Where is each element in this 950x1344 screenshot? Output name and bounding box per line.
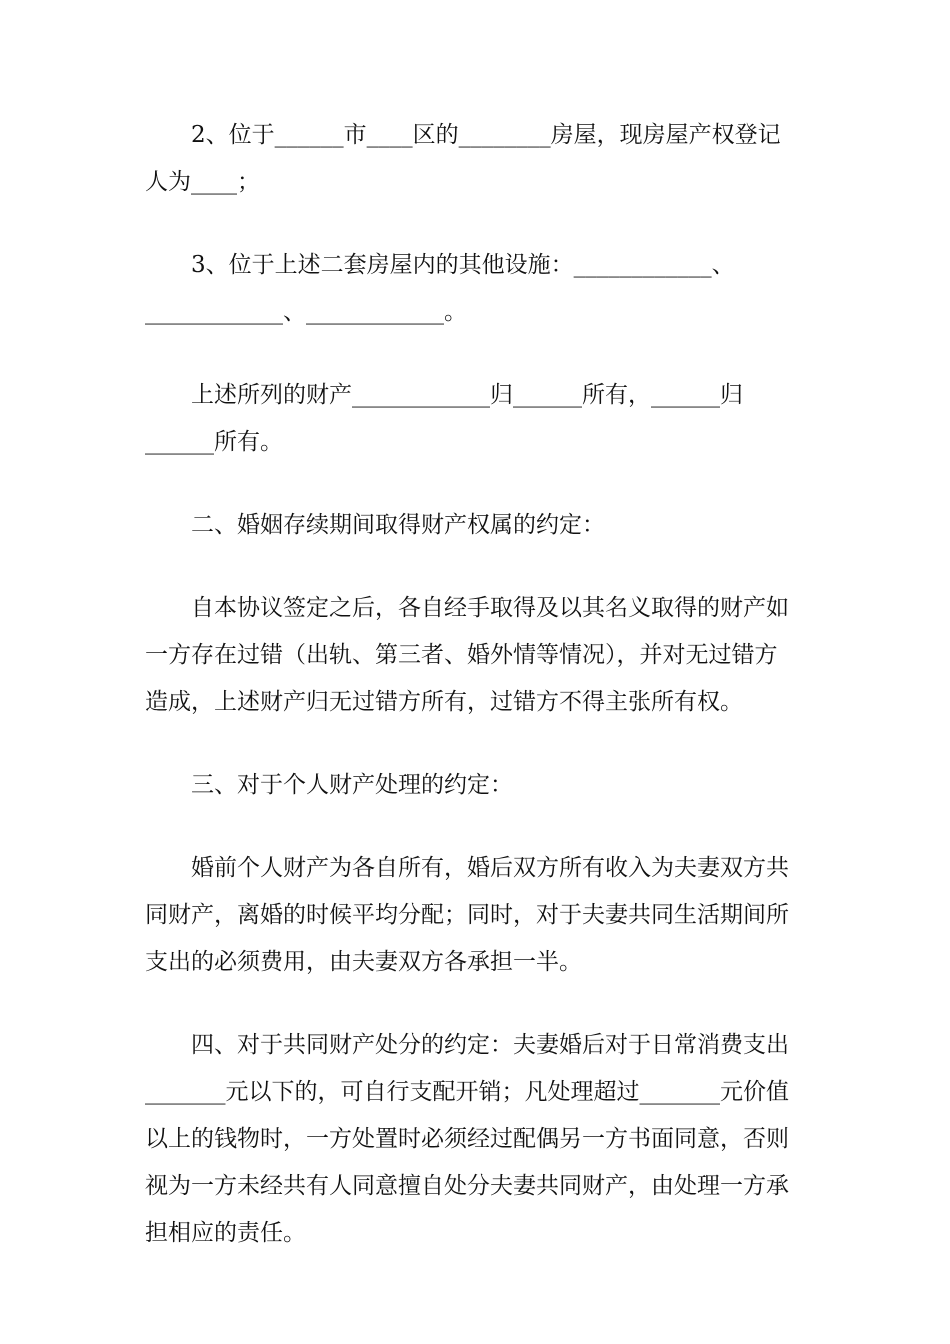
- text-line: 三、对于个人财产处理的约定：: [191, 772, 513, 798]
- section-heading-2: [145, 502, 805, 549]
- text-line: 婚前个人财产为各自所有，婚后双方所有收入为夫妻双方共: [191, 855, 789, 881]
- paragraph-ownership: [145, 372, 805, 466]
- text-line: 支出的必须费用，由夫妻双方各承担一半。: [145, 949, 582, 975]
- text-line: 视为一方未经共有人同意擅自处分夫妻共同财产，由处理一方承: [145, 1173, 789, 1199]
- paragraph-property-3: [145, 242, 805, 336]
- text-line: ______所有。: [145, 429, 283, 455]
- text-line: 造成，上述财产归无过错方所有，过错方不得主张所有权。: [145, 689, 743, 715]
- text-line: 2、位于______市____区的________房屋，现房屋产权登记: [191, 122, 781, 148]
- paragraph-marriage-property: [145, 585, 805, 726]
- text-line: 人为____；: [145, 169, 260, 195]
- text-line: 上述所列的财产____________归______所有，______归: [191, 382, 743, 408]
- paragraph-personal-property: [145, 845, 805, 986]
- text-line: _______元以下的，可自行支配开销；凡处理超过_______元价值: [145, 1079, 789, 1105]
- paragraph-joint-property: [145, 1022, 805, 1257]
- text-line: 同财产，离婚的时候平均分配；同时，对于夫妻共同生活期间所: [145, 902, 789, 928]
- text-line: 一方存在过错（出轨、第三者、婚外情等情况），并对无过错方: [145, 642, 778, 668]
- text-line: 3、位于上述二套房屋内的其他设施：____________、: [191, 252, 735, 278]
- text-line: 自本协议签定之后，各自经手取得及以其名义取得的财产如: [191, 595, 789, 621]
- text-line: 以上的钱物时，一方处置时必须经过配偶另一方书面同意，否则: [145, 1126, 789, 1152]
- paragraph-property-2: [145, 112, 805, 206]
- text-line: 担相应的责任。: [145, 1220, 306, 1246]
- section-heading-3: [145, 762, 805, 809]
- text-line: ____________、____________。: [145, 299, 467, 325]
- text-line: 二、婚姻存续期间取得财产权属的约定：: [191, 512, 605, 538]
- document-page: [145, 112, 805, 1293]
- text-line: 四、对于共同财产处分的约定：夫妻婚后对于日常消费支出: [191, 1032, 789, 1058]
